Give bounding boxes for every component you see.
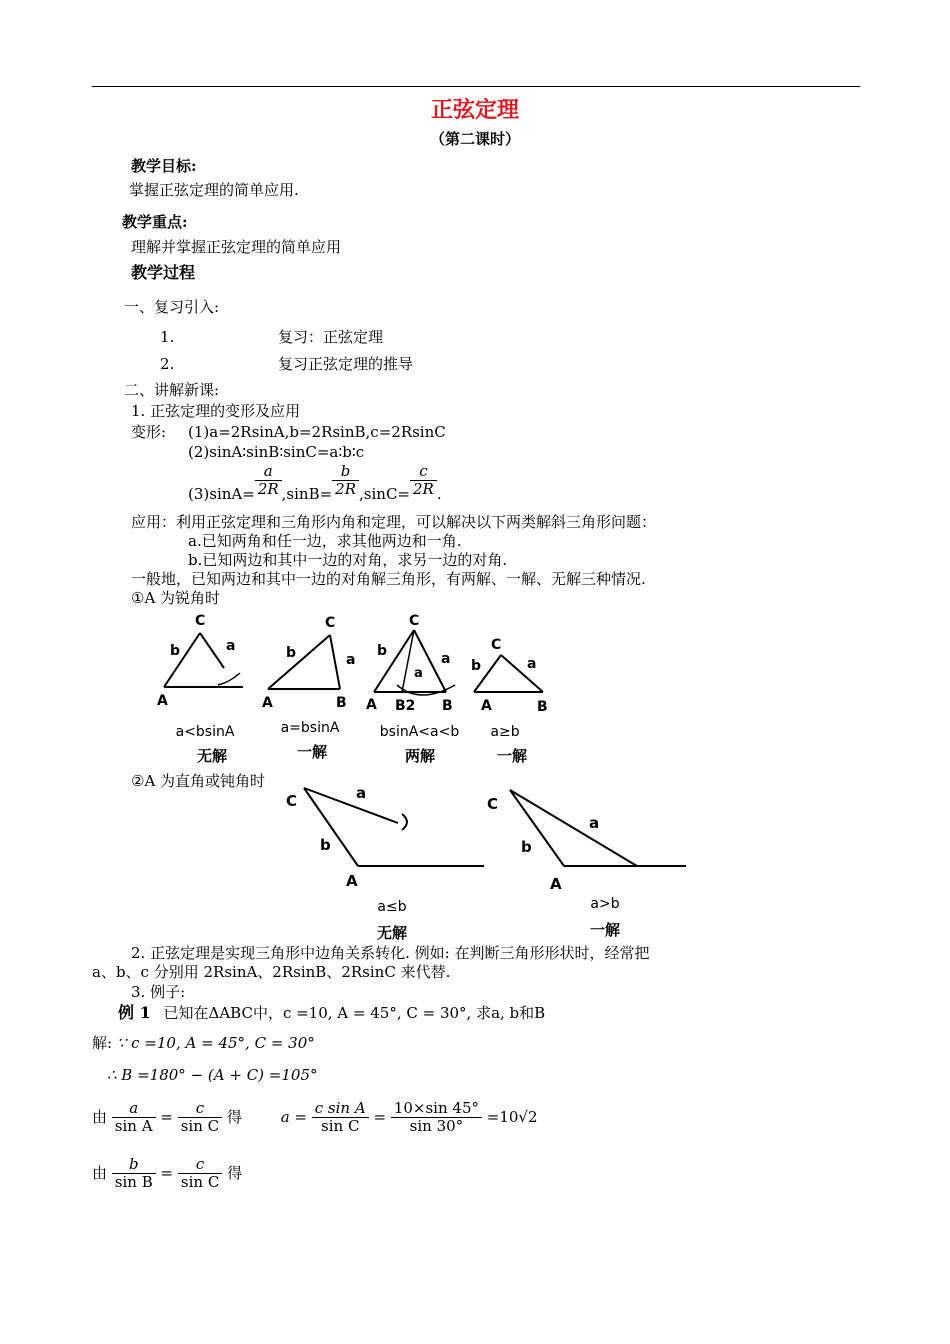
frac-den: sin C <box>180 1173 220 1192</box>
review-item-1-num: 1. <box>160 328 175 346</box>
diagram-two-solutions <box>366 613 455 714</box>
frac-num: a <box>112 1100 156 1118</box>
solution-given: ∵ c =10, A = 45°, C = 30° <box>116 1034 315 1052</box>
newlesson-heading: 二、讲解新课: <box>124 381 220 399</box>
acute-cond-1: a<bsinA <box>175 724 235 740</box>
application-b: b.已知两边和其中一边的对角，求另一边的对角. <box>188 551 508 569</box>
sub3-heading: 3. 例子: <box>131 983 186 1001</box>
example-1 <box>118 1003 545 1022</box>
svg-text:a: a <box>441 651 451 667</box>
by-text: 由 <box>92 1163 108 1182</box>
acute-cond-2: a=bsinA <box>280 720 340 736</box>
result-a: =10√2 <box>486 1107 538 1126</box>
side-a <box>200 633 224 668</box>
acute-cond-3: bsinA<a<b <box>379 724 460 740</box>
svg-text:a: a <box>414 666 423 681</box>
frac-num: b <box>332 463 359 481</box>
acute-result-4: 一解 <box>496 747 527 765</box>
focus-heading: 教学重点: <box>122 213 188 231</box>
frac-c-sinC <box>178 1100 222 1136</box>
review-heading: 一、复习引入: <box>124 298 220 316</box>
side-b <box>164 633 200 687</box>
svg-text:b: b <box>471 658 482 674</box>
svg-text:b: b <box>320 836 331 854</box>
arc <box>218 673 240 685</box>
frac-den: sin 30° <box>409 1117 464 1136</box>
svg-text:a: a <box>589 814 600 832</box>
acute-cond-4: a≥b <box>490 724 520 740</box>
svg-text:C: C <box>325 615 336 631</box>
frac-b-sinB <box>112 1156 156 1192</box>
example-label: 例 1 <box>118 1003 151 1022</box>
a-equals: a = <box>280 1107 307 1126</box>
frac-num: c <box>410 463 437 481</box>
frac-den: 2R <box>257 480 279 499</box>
diagram-one-solution-ge <box>471 637 548 715</box>
svg-text:B: B <box>336 695 347 711</box>
process-heading: 教学过程 <box>131 263 196 282</box>
frac-den: 2R <box>413 480 434 499</box>
label-a: a <box>226 638 236 654</box>
example-text: 已知在ΔABC中，c =10, A = 45°, C = 30°, 求a, b和B <box>163 1004 546 1022</box>
frac-den: sin C <box>180 1117 220 1136</box>
case-obtuse-heading: ②A 为直角或钝角时 <box>131 772 266 790</box>
svg-text:C: C <box>409 613 420 629</box>
fraction-b-2R <box>332 463 359 499</box>
by-text: 由 <box>92 1107 108 1126</box>
svg-text:A: A <box>550 875 562 893</box>
review-item-2-num: 2. <box>160 355 175 373</box>
obtuse-cond-2: a>b <box>590 896 620 912</box>
frac-den: sin B <box>114 1173 153 1192</box>
solution-line-1 <box>92 1034 315 1052</box>
transform-3-prefix: (3)sinA= <box>188 484 255 503</box>
frac-c-sinC <box>178 1156 222 1192</box>
frac-den: sin C <box>321 1117 360 1136</box>
transform-3 <box>188 463 442 503</box>
fraction-a-2R <box>255 463 282 499</box>
frac-num: 10×sin 45° <box>391 1100 482 1118</box>
sub2-line-2: a、b、c 分别用 2RsinA、2RsinB、2RsinC 来代替. <box>92 963 451 981</box>
solution-line-2: ∴ B =180° − (A + C) =105° <box>107 1066 318 1084</box>
diagram-obtuse-no-solution <box>286 784 484 890</box>
svg-text:C: C <box>487 795 499 813</box>
svg-text:a: a <box>346 652 356 668</box>
svg-text:B: B <box>537 699 548 715</box>
acute-result-2: 一解 <box>296 743 327 761</box>
sub1-heading: 1. 正弦定理的变形及应用 <box>131 402 301 420</box>
obtuse-result-2: 一解 <box>589 921 620 939</box>
obtuse-diagrams <box>280 776 700 896</box>
application-text: 应用：利用正弦定理和三角形内角和定理，可以解决以下两类解斜三角形问题： <box>131 513 657 531</box>
svg-text:a: a <box>356 784 367 802</box>
frac-num: c sin A <box>312 1100 369 1118</box>
acute-result-1: 无解 <box>196 747 227 765</box>
review-item-2-text: 复习正弦定理的推导 <box>278 355 414 373</box>
svg-text:A: A <box>346 872 358 890</box>
obtuse-result-1: 无解 <box>376 924 407 942</box>
goals-heading: 教学目标: <box>131 157 197 175</box>
vertex-A: A <box>157 693 168 709</box>
label-b: b <box>170 643 181 659</box>
diagram-one-solution-right <box>262 615 355 711</box>
page-title: 正弦定理 <box>430 97 519 123</box>
frac-den: 2R <box>335 480 357 499</box>
solution-prefix: 解: <box>92 1034 113 1052</box>
acute-result-3: 两解 <box>404 747 435 765</box>
sub2-line-1: 2. 正弦定理是实现三角形中边角关系转化. 例如: 在判断三角形形状时，经常把 <box>131 944 650 962</box>
transform-3-mid2: ,sinC= <box>359 484 410 503</box>
page-subtitle: （第二课时） <box>429 130 520 148</box>
review-item-1-text: 复习：正弦定理 <box>278 328 384 346</box>
case-acute-heading: ①A 为锐角时 <box>131 589 221 607</box>
diagram-obtuse-one-solution <box>487 790 686 893</box>
svg-text:C: C <box>491 637 502 653</box>
svg-text:A: A <box>481 698 492 714</box>
svg-text:b: b <box>377 643 388 659</box>
obtuse-cond-1: a≤b <box>377 899 407 915</box>
frac-num: a <box>255 463 282 481</box>
svg-text:A: A <box>366 697 377 713</box>
svg-text:B: B <box>442 698 453 714</box>
transform-2: (2)sinA∶sinB∶sinC=a∶b∶c <box>188 443 365 461</box>
get-text: 得 <box>227 1163 243 1182</box>
svg-text:B2: B2 <box>395 698 416 714</box>
vertex-C: C <box>195 613 206 629</box>
get-text: 得 <box>226 1107 242 1126</box>
frac-den: sin A <box>114 1117 153 1136</box>
application-a: a.已知两角和任一边，求其他两边和一角. <box>188 532 462 550</box>
transform-1: (1)a=2RsinA,b=2RsinB,c=2RsinC <box>188 423 446 441</box>
frac-num: c <box>178 1156 222 1174</box>
frac-csinA-sinC <box>312 1100 369 1136</box>
svg-text:a: a <box>527 656 537 672</box>
top-rule <box>92 86 860 87</box>
acute-diagrams <box>150 605 570 720</box>
svg-text:A: A <box>262 695 273 711</box>
svg-text:C: C <box>286 792 298 810</box>
transform-label: 变形: <box>131 423 167 441</box>
frac-10sin45-sin30 <box>391 1100 482 1136</box>
svg-text:b: b <box>521 838 532 856</box>
fraction-c-2R <box>410 463 437 499</box>
frac-a-sinA <box>112 1100 156 1136</box>
frac-num: b <box>112 1156 156 1174</box>
general-text: 一般地，已知两边和其中一边的对角解三角形，有两解、一解、无解三种情况. <box>131 570 646 588</box>
goals-text: 掌握正弦定理的简单应用. <box>129 181 299 199</box>
diagram-no-solution <box>157 613 243 709</box>
frac-num: c <box>178 1100 222 1118</box>
transform-3-mid1: ,sinB= <box>281 484 333 503</box>
svg-text:b: b <box>286 645 297 661</box>
solution-line-4: 由 $\frac{b}{\text{sin B}}$ = $\frac{c}{\text{sin C}}$ 得 <box>92 1155 243 1192</box>
solution-line-3: 由 $\frac{a}{\text{sin A}}$ = $\frac{c}{\text{sin C}}$ 得 a = $\frac{\text{c sin A}}{\text{sin C}}$ = $\frac{10\times\sin 45^\circ}{\sin 30^\circ}$ =10√2 <box>92 1099 538 1136</box>
transform-3-suffix: . <box>436 484 442 503</box>
focus-text: 理解并掌握正弦定理的简单应用 <box>131 238 342 256</box>
